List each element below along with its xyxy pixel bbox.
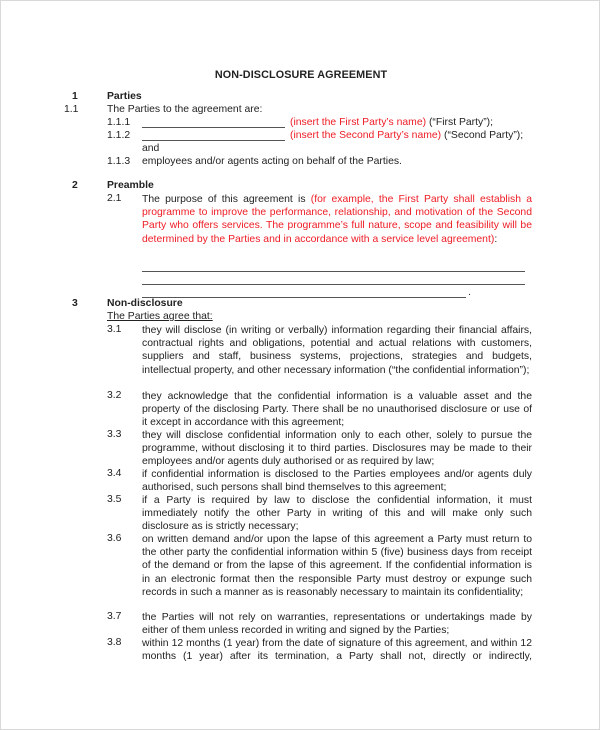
clause-3-7-number: 3.7 <box>107 611 122 622</box>
items-connector: and <box>142 143 160 154</box>
purpose-end-period: . <box>468 287 471 298</box>
second-party-name-blank[interactable] <box>142 140 285 141</box>
clause-3-1-text: they will disclose (in writing or verbally) information regarding their financial affairs, contractual rights and obligations, potential and actual relations with customers, suppliers and staff, business systems, projections, strategies and budgets, intellectual property, and other necessary information (“the confidential information”); <box>142 325 532 376</box>
item-1-1-1-number: 1.1.1 <box>107 117 131 128</box>
purpose-placeholder: (for example, the First Party shall establish a programme to improve the performance, relationship, and motivation of the Second Party who offers services. The programme’s full nature, scope and feasibility will be determined by the Parties and in accordance with a service level agreement) <box>142 194 532 245</box>
purpose-lead-text: The purpose of this agreement is <box>142 194 306 205</box>
section-2-number: 2 <box>72 180 78 191</box>
item-1-1-3-text: employees and/or agents acting on behalf of the Parties. <box>142 156 402 167</box>
clause-3-3-number: 3.3 <box>107 429 122 440</box>
clause-3-1-number: 3.1 <box>107 324 122 335</box>
clause-1-1-text: The Parties to the agreement are: <box>107 104 263 115</box>
first-party-suffix: (“First Party”); <box>428 117 494 128</box>
section-3-intro: The Parties agree that: <box>107 311 213 322</box>
section-2-heading: Preamble <box>107 180 154 191</box>
clause-2-1-number: 2.1 <box>107 193 122 204</box>
item-1-1-3-number: 1.1.3 <box>107 156 131 167</box>
section-1-number: 1 <box>72 91 78 102</box>
item-1-1-2-text <box>290 130 523 141</box>
item-1-1-1-text <box>290 117 493 128</box>
clause-3-4-text: if confidential information is disclosed to the Parties employees and/or agents duly authorised, such persons shall bind themselves to this agreement; <box>142 469 532 494</box>
clause-3-2-text: they acknowledge that the confidential information is a valuable asset and the property of the disclosing Party. There shall be no unauthorised disclosure or use of it except in accordance with this agreement; <box>142 391 532 429</box>
section-3-heading: Non-disclosure <box>107 298 183 309</box>
clause-3-8-text: within 12 months (1 year) from the date of signature of this agreement, and within 12 months (1 year) after its termination, a Party shall not, directly or indirectly, <box>142 638 532 663</box>
purpose-end: : <box>494 233 498 245</box>
second-party-placeholder: (insert the Second Party’s name) <box>290 130 442 141</box>
purpose-blank-line-2[interactable] <box>142 284 525 285</box>
clause-3-3-text: they will disclose confidential information only to each other, solely to pursue the programme, without disclosing it to third parties. Disclosures may be made to their employees and/or agents duly authorised or as required by law; <box>142 430 532 468</box>
clause-3-6-text: on written demand and/or upon the lapse of this agreement a Party must return to the other party the confidential information within 5 (five) business days from receipt of the demand or from the lapse of this agreement. If the confidential information is in an electronic format then the responsible Party must destroy or expunge such records in such a manner as is reasonably necessary to maintain its confidentiality; <box>142 534 532 598</box>
second-party-suffix: (“Second Party”); <box>444 130 524 141</box>
first-party-placeholder: (insert the First Party’s name) <box>290 117 427 128</box>
item-1-1-2-number: 1.1.2 <box>107 130 131 141</box>
clause-2-1-text <box>142 193 532 246</box>
clause-3-8-number: 3.8 <box>107 637 122 648</box>
clause-3-5-text: if a Party is required by law to disclose the confidential information, it must immediately notify the other Party in writing of this and will make only such disclosure as is strictly necessary; <box>142 495 532 533</box>
purpose-blank-line-1[interactable] <box>142 271 525 272</box>
document-title: NON-DISCLOSURE AGREEMENT <box>214 69 388 81</box>
clause-3-4-number: 3.4 <box>107 468 122 479</box>
clause-3-6-number: 3.6 <box>107 533 122 544</box>
first-party-name-blank[interactable] <box>142 127 285 128</box>
clause-1-1-number: 1.1 <box>64 104 79 115</box>
clause-3-2-number: 3.2 <box>107 390 122 401</box>
clause-3-7-text: the Parties will not rely on warranties, representations or undertakings made by either of them unless recorded in writing and signed by the Parties; <box>142 612 532 637</box>
section-1-heading: Parties <box>107 91 142 102</box>
clause-3-5-number: 3.5 <box>107 494 122 505</box>
purpose-blank-line-3[interactable] <box>142 297 466 298</box>
section-3-number: 3 <box>72 298 78 309</box>
